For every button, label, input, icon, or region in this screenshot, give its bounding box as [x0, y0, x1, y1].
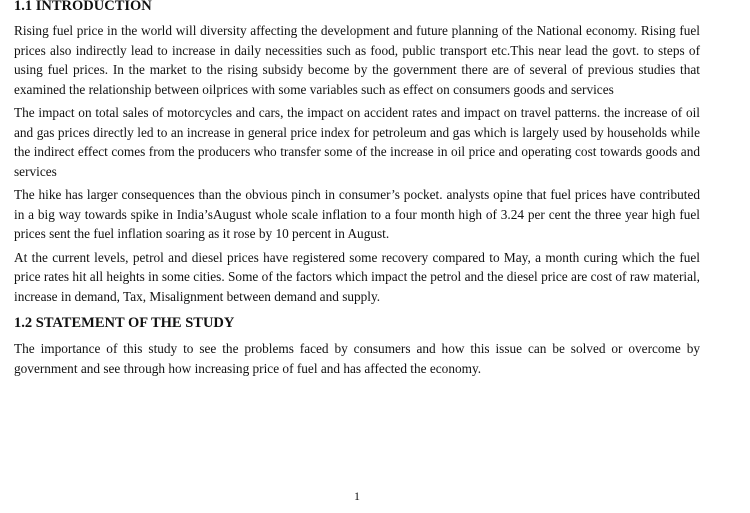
section-heading-statement-of-study: 1.2 STATEMENT OF THE STUDY [14, 315, 235, 331]
document-page [14, 0, 700, 378]
introduction-paragraph-1: Rising fuel price in the world will diversity affecting the development and future planning of the National economy. Rising fuel prices also indirectly lead to increase in daily necessities such as food, public transport etc.This near lead the govt. to steps of using fuel prices. In the market to the rising subsidy become by the government there are of several of previous studies that examined the relationship between oilprices with some variables such as effect on consumers goods and services [14, 23, 700, 97]
introduction-paragraph-4: At the current levels, petrol and diesel prices have registered some recovery compared to May, a month curing which the fuel price rates hit all heights in some cities. Some of the factors which impact the petrol and the diesel price are cost of raw material, increase in demand, Tax, Misalignment between demand and supply. [14, 249, 700, 304]
introduction-paragraph-2: The impact on total sales of motorcycles and cars, the impact on accident rates and impact on travel patterns. the increase of oil and gas prices directly led to an increase in general price index for petroleum and gas which is largely used by households while the indirect effect comes from the producers who transfer some of the increase in oil price and operating cost towards goods and services [14, 105, 700, 179]
section-heading-introduction: 1.1 INTRODUCTION [14, 0, 152, 14]
statement-paragraph-1: The importance of this study to see the problems faced by consumers and how this issue can be solved or overcome by government and see through how increasing price of fuel and has affected the economy. [14, 341, 700, 376]
page-number: 1 [354, 489, 360, 503]
introduction-paragraph-3: The hike has larger consequences than the obvious pinch in consumer’s pocket. analysts opine that fuel prices have contributed in a big way towards spike in India’sAugust whole scale inflation to a four month high of 3.24 per cent the three year high fuel prices sent the fuel inflation soaring as it rose by 10 percent in August. [14, 187, 700, 241]
